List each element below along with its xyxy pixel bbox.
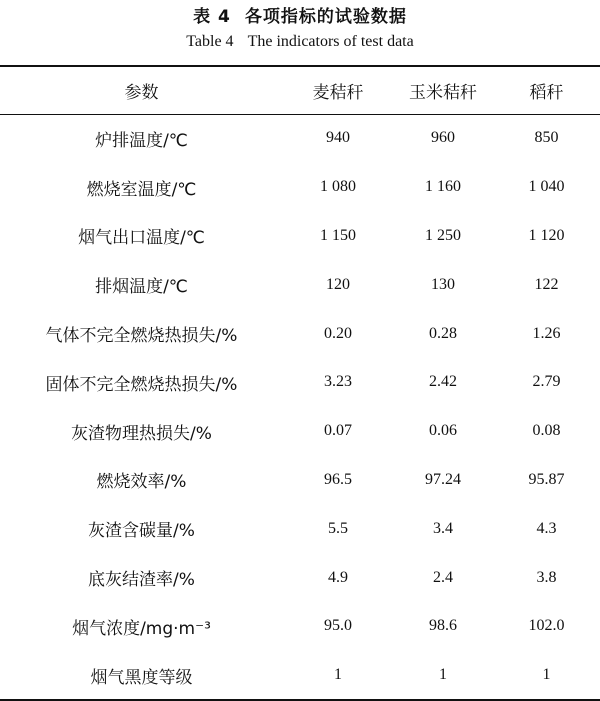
table-row [0, 212, 600, 261]
table-row [0, 114, 600, 163]
parameter-cell: 灰渣含碳量/% [88, 521, 195, 542]
rice-straw-value: 122 [534, 275, 559, 293]
corn-straw-value: 1 160 [425, 178, 461, 196]
wheat-straw-value: 0.07 [324, 422, 352, 440]
column-header-parameter: 参数 [124, 83, 159, 103]
wheat-straw-value: 120 [326, 275, 350, 293]
corn-straw-value: 0.06 [429, 422, 457, 440]
rice-straw-value: 1.26 [532, 324, 561, 342]
parameter-cell: 烟气浓度/mg·m⁻³ [72, 618, 211, 639]
wheat-straw-value: 95.0 [324, 617, 352, 635]
parameter-cell: 炉排温度/℃ [95, 130, 188, 151]
parameter-cell: 燃烧效率/% [96, 472, 187, 493]
parameter-cell: 烟气出口温度/℃ [78, 228, 205, 249]
corn-straw-value: 2.42 [429, 373, 457, 391]
column-header-corn-straw: 玉米秸秆 [409, 83, 477, 103]
table-row [0, 407, 600, 456]
column-header-rice-straw: 稻秆 [529, 83, 564, 103]
wheat-straw-value: 1 080 [320, 178, 356, 196]
table-row [0, 651, 600, 700]
table-body [0, 114, 600, 700]
rice-straw-value: 2.79 [532, 373, 561, 391]
table-title-cn: 各项指标的试验数据 [244, 7, 407, 27]
table-row [0, 553, 600, 602]
wheat-straw-value: 3.23 [324, 373, 352, 391]
rice-straw-value: 4.3 [536, 519, 557, 537]
corn-straw-value: 960 [431, 129, 455, 147]
wheat-straw-value: 1 [334, 666, 342, 684]
rice-straw-value: 3.8 [536, 568, 557, 586]
rice-straw-value: 102.0 [528, 617, 565, 635]
corn-straw-value: 1 [439, 666, 447, 684]
table-row [0, 602, 600, 651]
table-caption-chinese [0, 2, 600, 27]
parameter-cell: 燃烧室温度/℃ [86, 179, 197, 200]
table-row [0, 260, 600, 309]
wheat-straw-value: 4.9 [328, 568, 348, 586]
parameter-cell: 底灰结渣率/% [88, 570, 195, 591]
parameter-cell: 气体不完全燃烧热损失/% [45, 326, 238, 347]
corn-straw-value: 1 250 [425, 226, 461, 244]
rice-straw-value: 0.08 [532, 422, 561, 440]
corn-straw-value: 2.4 [433, 568, 453, 586]
rice-straw-value: 95.87 [528, 470, 565, 488]
wheat-straw-value: 0.20 [324, 324, 352, 342]
rice-straw-value: 850 [534, 129, 559, 147]
table-row [0, 163, 600, 212]
parameter-cell: 烟气黑度等级 [90, 667, 193, 688]
table-header-row [0, 67, 600, 114]
rice-straw-value: 1 120 [528, 226, 565, 244]
corn-straw-value: 97.24 [425, 470, 461, 488]
column-header-wheat-straw: 麦秸秆 [312, 83, 364, 103]
parameter-cell: 固体不完全燃烧热损失/% [45, 374, 238, 395]
wheat-straw-value: 5.5 [328, 519, 348, 537]
corn-straw-value: 3.4 [433, 519, 453, 537]
parameter-cell: 排烟温度/℃ [95, 277, 188, 298]
wheat-straw-value: 96.5 [324, 470, 352, 488]
table-title-en: The indicators of test data [247, 33, 414, 50]
parameter-cell: 灰渣物理热损失/% [71, 423, 212, 444]
indicators-table [0, 67, 600, 700]
rice-straw-value: 1 [542, 666, 551, 684]
table-number-en: Table 4 [186, 33, 234, 50]
table-row [0, 309, 600, 358]
table-number-cn: 表 4 [193, 7, 231, 27]
table-caption-english [0, 33, 600, 51]
corn-straw-value: 0.28 [429, 324, 457, 342]
table-row [0, 358, 600, 407]
corn-straw-value: 98.6 [429, 617, 457, 635]
wheat-straw-value: 1 150 [320, 226, 356, 244]
corn-straw-value: 130 [431, 275, 455, 293]
table-row [0, 504, 600, 553]
table-row [0, 456, 600, 505]
rice-straw-value: 1 040 [528, 178, 565, 196]
wheat-straw-value: 940 [326, 129, 350, 147]
